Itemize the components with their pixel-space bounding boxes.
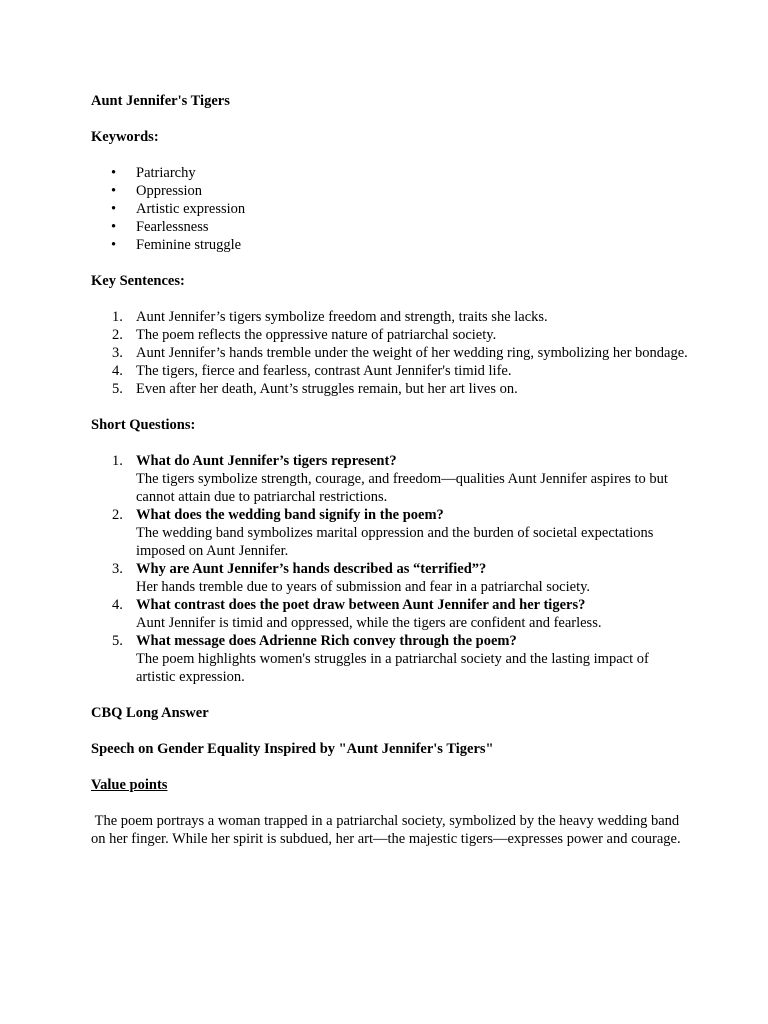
list-item [91, 506, 691, 560]
item-number: 3. [112, 345, 123, 361]
short-questions-heading: Short Questions: [91, 417, 196, 433]
keywords-list [91, 164, 691, 254]
list-item [91, 182, 691, 200]
list-item [91, 164, 691, 182]
keyword-text: Fearlessness [136, 219, 209, 235]
list-item [91, 632, 691, 686]
question-text: What do Aunt Jennifer’s tigers represent? [136, 453, 397, 469]
list-item [91, 200, 691, 218]
value-points-heading: Value points [91, 777, 168, 793]
sentence-text: Aunt Jennifer’s hands tremble under the weight of her wedding ring, symbolizing her bondage. [136, 345, 688, 361]
keywords-heading: Keywords: [91, 129, 159, 145]
question-text: What contrast does the poet draw between Aunt Jennifer and her tigers? [136, 597, 586, 613]
sentence-text: Aunt Jennifer’s tigers symbolize freedom and strength, traits she lacks. [136, 309, 548, 325]
keyword-text: Artistic expression [136, 201, 246, 217]
answer-text: The tigers symbolize strength, courage, and freedom—qualities Aunt Jennifer aspires to but cannot attain due to patriarchal restrictions. [136, 471, 668, 505]
list-item [91, 560, 691, 596]
answer-text: The wedding band symbolizes marital oppression and the burden of societal expectations imposed on Aunt Jennifer. [136, 525, 654, 559]
list-item [91, 596, 691, 632]
bullet-icon: • [111, 201, 117, 217]
bullet-icon: • [111, 237, 117, 253]
answer-text: The poem highlights women's struggles in a patriarchal society and the lasting impact of artistic expression. [136, 651, 649, 685]
item-number: 5. [112, 633, 123, 649]
sentence-text: The tigers, fierce and fearless, contrast Aunt Jennifer's timid life. [136, 363, 512, 379]
item-number: 5. [112, 381, 123, 397]
keyword-text: Oppression [136, 183, 203, 199]
item-number: 4. [112, 597, 123, 613]
list-item [91, 326, 691, 344]
list-item [91, 308, 691, 326]
document-title: Aunt Jennifer's Tigers [91, 93, 230, 109]
bullet-icon: • [111, 219, 117, 235]
bullet-icon: • [111, 165, 117, 181]
value-paragraph: The poem portrays a woman trapped in a patriarchal society, symbolized by the heavy wedding band on her finger. While her spirit is subdued, her art—the majestic tigers—expresses power and courage. [91, 813, 683, 847]
keyword-text: Patriarchy [136, 165, 196, 181]
sentence-text: The poem reflects the oppressive nature of patriarchal society. [136, 327, 497, 343]
list-item [91, 218, 691, 236]
question-text: What message does Adrienne Rich convey through the poem? [136, 633, 517, 649]
list-item [91, 344, 691, 362]
answer-text: Aunt Jennifer is timid and oppressed, while the tigers are confident and fearless. [136, 615, 602, 631]
document-page [91, 92, 691, 848]
sentence-text: Even after her death, Aunt’s struggles remain, but her art lives on. [136, 381, 518, 397]
item-number: 1. [112, 453, 123, 469]
speech-heading: Speech on Gender Equality Inspired by "Aunt Jennifer's Tigers" [91, 741, 494, 757]
keyword-text: Feminine struggle [136, 237, 242, 253]
item-number: 4. [112, 363, 123, 379]
list-item [91, 452, 691, 506]
item-number: 2. [112, 507, 123, 523]
question-text: Why are Aunt Jennifer’s hands described as “terrified”? [136, 561, 487, 577]
question-text: What does the wedding band signify in the poem? [136, 507, 444, 523]
item-number: 2. [112, 327, 123, 343]
item-number: 3. [112, 561, 123, 577]
list-item [91, 380, 691, 398]
key-sentences-list [91, 308, 691, 398]
list-item [91, 236, 691, 254]
key-sentences-heading: Key Sentences: [91, 273, 185, 289]
cbq-heading: CBQ Long Answer [91, 705, 209, 721]
item-number: 1. [112, 309, 123, 325]
bullet-icon: • [111, 183, 117, 199]
answer-text: Her hands tremble due to years of submission and fear in a patriarchal society. [136, 579, 591, 595]
short-questions-list [91, 452, 691, 686]
list-item [91, 362, 691, 380]
